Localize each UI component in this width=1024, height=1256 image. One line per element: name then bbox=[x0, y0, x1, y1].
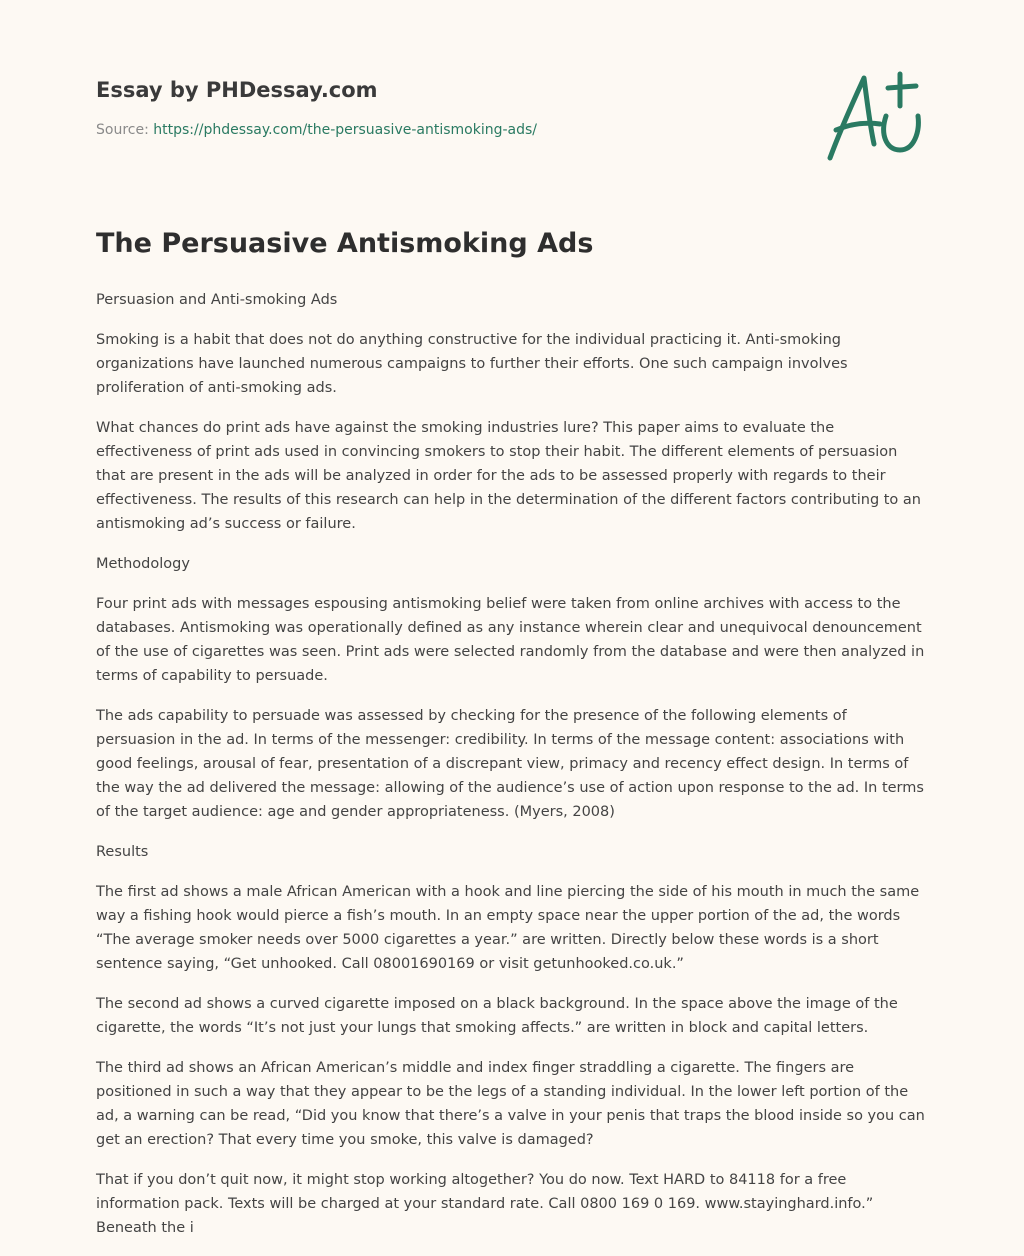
essay-paragraph: Results bbox=[96, 844, 149, 860]
essay-paragraph: The second ad shows a curved cigarette imposed on a black background. In the space above the image of the cigarette, the words “It’s not just your lungs that smoking affects.” are written in block and capital letters. bbox=[96, 996, 898, 1036]
a-plus-logo-icon bbox=[822, 66, 932, 166]
essay-paragraph: Persuasion and Anti-smoking Ads bbox=[96, 292, 338, 308]
essay-title: The Persuasive Antismoking Ads bbox=[96, 228, 594, 259]
essay-paragraph: The ads capability to persuade was assessed by checking for the presence of the following elements of persuasion in the ad. In terms of the messenger: credibility. In terms of the message content: associations with good feelings, arousal of fear, presentation of a discrepant view, primacy and recency effect design. In terms of the way the ad delivered the message: allowing of the audience’s use of action upon response to the ad. In terms of the target audience: age and gender appropriateness. (Myers, 2008) bbox=[96, 708, 924, 820]
essay-paragraph: Smoking is a habit that does not do anything constructive for the individual practicing it. Anti-smoking organizations have launched numerous campaigns to further their efforts. One such campaign involves proliferation of anti-smoking ads. bbox=[96, 332, 848, 396]
page-header bbox=[96, 74, 796, 140]
essay-paragraph: Methodology bbox=[96, 556, 190, 572]
source-link[interactable]: https://phdessay.com/the-persuasive-antismoking-ads/ bbox=[153, 122, 538, 138]
essay-body bbox=[96, 288, 930, 1240]
essay-paragraph: That if you don’t quit now, it might stop working altogether? You do now. Text HARD to 84118 for a free information pack. Texts will be charged at your standard rate. Call 0800 169 0 169. www.stayinghard.info.” Beneath the i bbox=[96, 1172, 874, 1236]
essay-content bbox=[96, 222, 930, 1256]
essay-paragraph: What chances do print ads have against the smoking industries lure? This paper aims to evaluate the effectiveness of print ads used in convincing smokers to stop their habit. The different elements of persuasion that are present in the ads will be analyzed in order for the ads to be assessed properly with regards to their effectiveness. The results of this research can help in the determination of the different factors contributing to an antismoking ad’s success or failure. bbox=[96, 420, 921, 532]
source-label: Source: bbox=[96, 122, 149, 138]
essay-paragraph: The first ad shows a male African American with a hook and line piercing the side of his mouth in much the same way a fishing hook would pierce a fish’s mouth. In an empty space near the upper portion of the ad, the words “The average smoker needs over 5000 cigarettes a year.” are written. Directly below these words is a short sentence saying, “Get unhooked. Call 08001690169 or visit getunhooked.co.uk.” bbox=[96, 884, 920, 972]
essay-paragraph: The third ad shows an African American’s middle and index finger straddling a cigarette. The fingers are positioned in such a way that they appear to be the legs of a standing individual. In the lower left portion of the ad, a warning can be read, “Did you know that there’s a valve in your penis that traps the blood inside so you can get an erection? That every time you smoke, this valve is damaged? bbox=[96, 1060, 925, 1148]
essay-paragraph: Four print ads with messages espousing antismoking belief were taken from online archives with access to the databases. Antismoking was operationally defined as any instance wherein clear and unequivocal denouncement of the use of cigarettes was seen. Print ads were selected randomly from the database and were then analyzed in terms of capability to persuade. bbox=[96, 596, 925, 684]
site-title: Essay by PHDessay.com bbox=[96, 78, 378, 102]
source-line bbox=[96, 120, 796, 140]
